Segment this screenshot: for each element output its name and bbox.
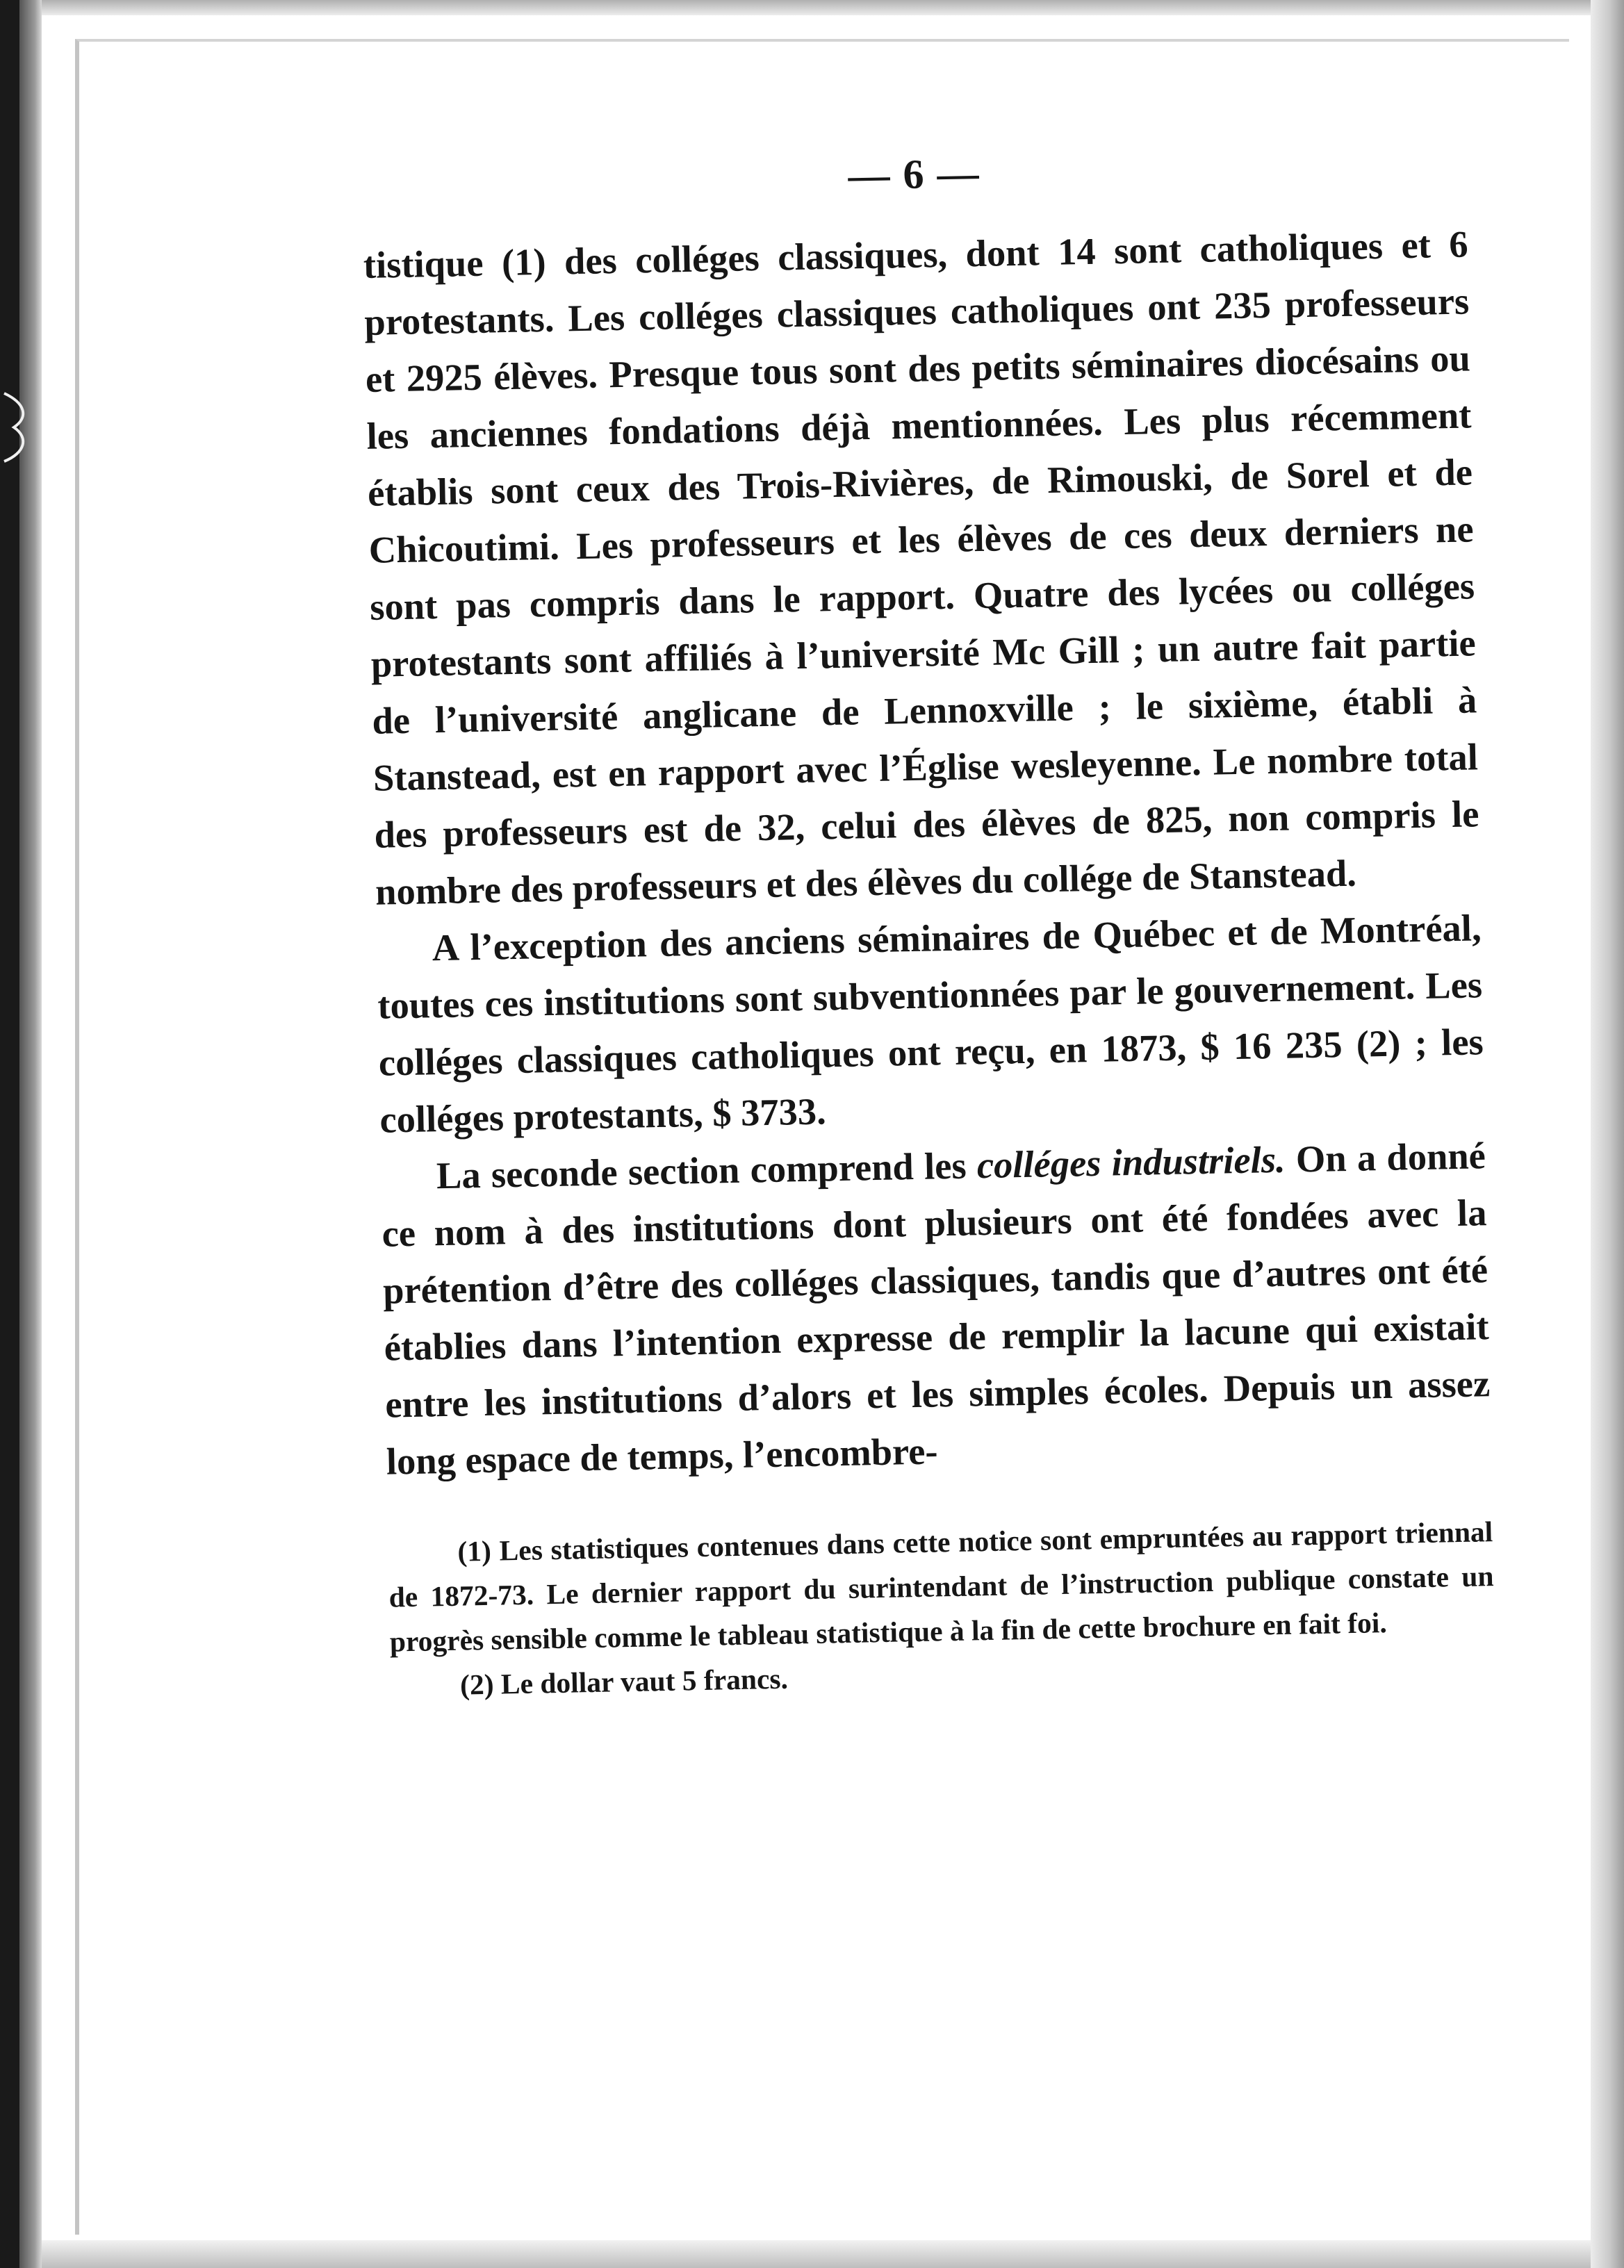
footnote-2: (2) Le dollar vaut 5 francs. (459, 1662, 789, 1701)
paragraph-text-after: On a donné ce nom à des institutions dont plusieurs ont été fondées avec la prétention d’être des colléges classiques, tandis que d’autres ont été établies dans l’intention expresse de remplir la lacune qui existait entre les institutions d’alors et les simples écoles. Depuis un assez long espace de temps, l’encombre- (382, 1134, 1491, 1483)
page-number: — 6 — (847, 149, 981, 199)
scan-bottom-margin (42, 2240, 1591, 2268)
paragraph-text-before: La seconde section comprend les (436, 1144, 978, 1197)
body-text (363, 215, 1491, 1490)
paragraph (380, 1127, 1491, 1490)
emphasis-colleges-industriels: colléges industriels. (976, 1137, 1286, 1187)
document-page (361, 140, 1495, 1708)
scan-top-margin (42, 0, 1624, 15)
footnotes (388, 1509, 1496, 1708)
scan-binding-shadow (0, 0, 19, 2268)
paragraph: A l’exception des anciens séminaires de Québec et de Montréal, toutes ces institutions sont subventionnées par le gouvernement. Les colléges classiques catholiques ont reçu, en 1873, $ 16 235 (2) ; les colléges protestants, $ 3733. (377, 906, 1484, 1141)
paragraph: tistique (1) des colléges classiques, dont 14 sont catholiques et 6 protestants. Les colléges classiques catholiques ont 235 professeurs et 2925 élèves. Presque tous sont des petits séminaires diocésains ou les anciennes fondations déjà mentionnées. Les plus récemment établis sont ceux des Trois-Rivières, de Rimouski, de Sorel et de Chicoutimi. Les professeurs et les élèves de ces deux derniers ne sont pas compris dans le rapport. Quatre des lycées ou colléges protestants sont affiliés à l’université Mc Gill ; un autre fait partie de l’université anglicane de Lennoxville ; le sixième, établi à Stanstead, est en rapport avec l’Église wesleyenne. Le nombre total des professeurs est de 32, celui des élèves de 825, non compris le nombre des professeurs et des élèves du collége de Stanstead. (363, 222, 1479, 913)
scan-right-margin (1591, 0, 1624, 2268)
binding-curve-mark (0, 389, 33, 466)
footnote-1: (1) Les statistiques contenues dans cette notice sont empruntées au rapport triennal de 1872-73. Le dernier rapport du surintendant de l’instruction publique constate un progrès sensible comme le tableau statistique à la fin de cette brochure en fait foi. (388, 1515, 1494, 1658)
